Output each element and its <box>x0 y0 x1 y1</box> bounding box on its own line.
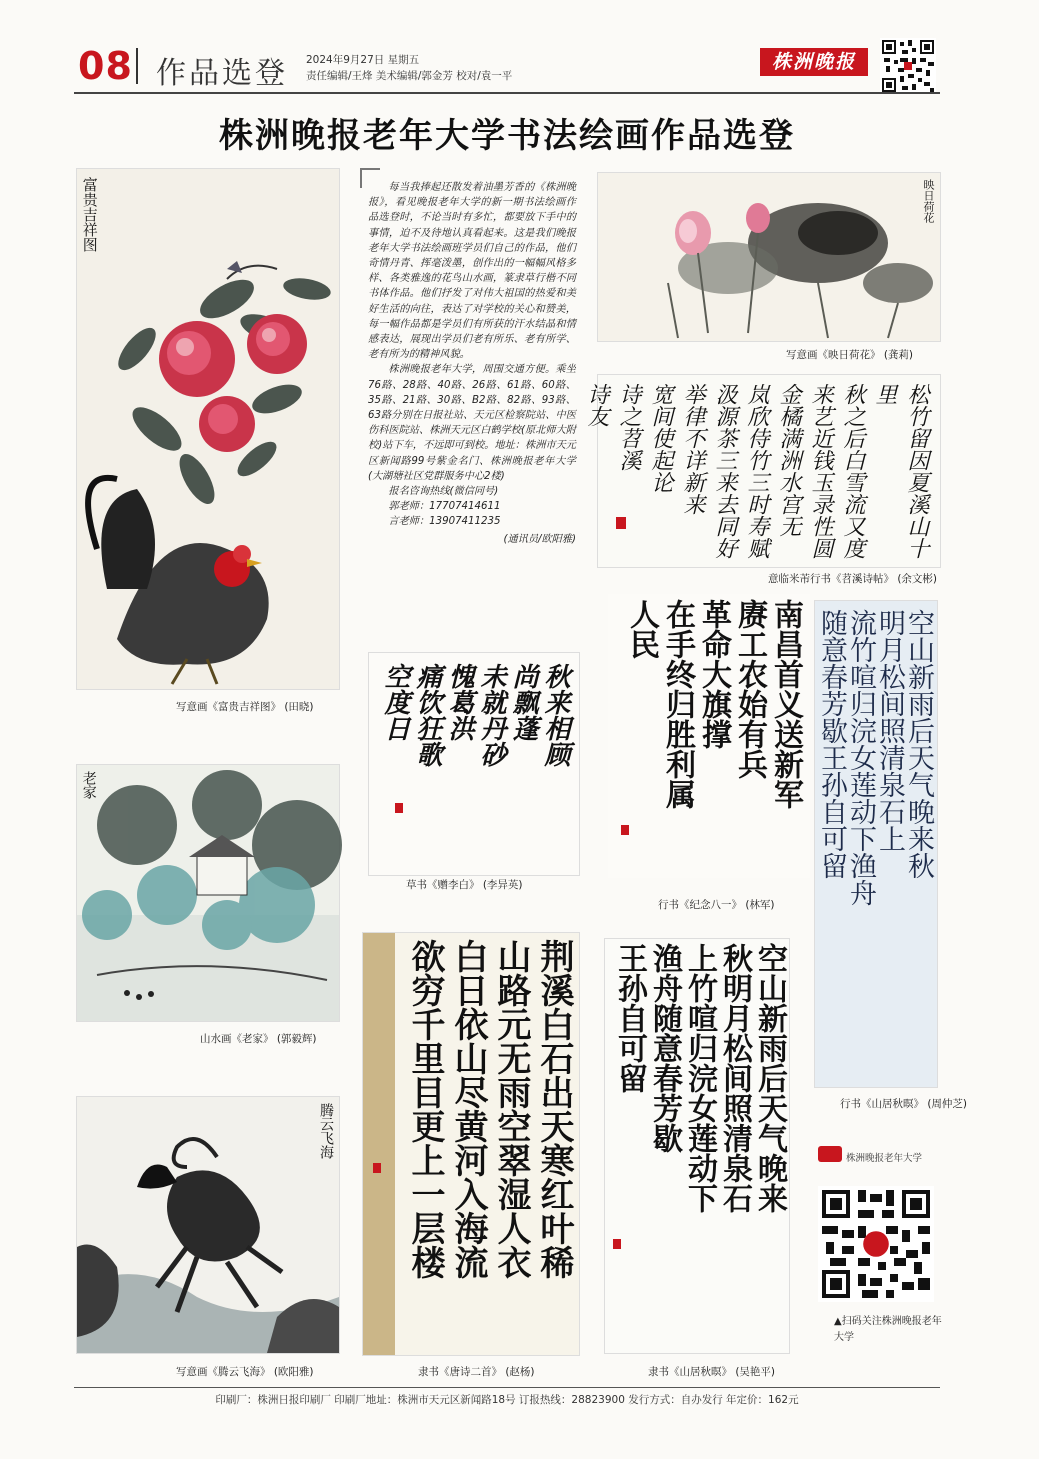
calligraphy-column: 革命大旗撑 <box>696 599 731 749</box>
calligraphy-column: 痛饮狂歌 <box>412 663 442 767</box>
caption-horse: 写意画《腾云飞海》 (欧阳雅) <box>176 1366 314 1378</box>
caption-mifu: 意临米芾行书《苕溪诗帖》 (余文彬) <box>768 573 938 585</box>
calligraphy-column: 赓工农始有兵 <box>732 599 767 779</box>
tangshi-text <box>403 939 575 1349</box>
section-title: 作品选登 <box>156 56 288 91</box>
caption-lotus: 写意画《映日荷花》 (龚莉) <box>786 349 914 361</box>
calligraphy-column: 在手终归胜利属 <box>660 599 695 809</box>
intro-hotline: 报名咨询热线(微信同号) <box>388 486 499 498</box>
bayi-text <box>623 599 803 869</box>
calligraphy-column: 空山新雨后天气晚来 <box>752 943 787 1213</box>
painting-horse <box>76 1096 340 1354</box>
intro-article <box>368 180 576 547</box>
calligraphy-column: 空度日 <box>380 663 410 741</box>
intro-paragraph-1: 每当我捧起还散发着油墨芳香的《株洲晚报》，看见晚报老年大学的新一期书法绘画作品选登时，不论当时有多忙，都要放下手中的事情，迫不及待地认真看起来。这是我们晚报老年大学书法绘画班学员们自己的作品，他们奇情丹青、挥毫泼墨，创作出的一幅幅风格多样、各类雅逸的花鸟山水画，篆隶草行楷不同书体作品。他们抒发了对伟大祖国的热爱和美好生活的向往，表达了对学校的关心和赞美，每一幅作品都是学员们有所获的汗水结晶和情感表达，展现出学员们老有所乐、老有所学、老有所为的精神风貌。 <box>368 182 576 361</box>
shanju1-text <box>817 609 933 1079</box>
caption-peony: 写意画《富贵吉祥图》 (田晓) <box>176 701 314 713</box>
horse-inscription: 腾云飞海 <box>318 1103 334 1159</box>
intro-teacher-1: 郭老师：17707414611 <box>388 501 501 513</box>
header-qr-code <box>880 38 936 94</box>
seal-stamp <box>616 517 626 529</box>
scroll-mount <box>363 933 395 1355</box>
calligraphy-column: 尚飘蓬 <box>508 663 538 741</box>
intro-paragraph-2: 株洲晚报老年大学，周围交通方便。乘坐76路、28路、40路、26路、61路、60路、35路、21路、30路、B2路、82路、93路、63路分别在日报社站、天元区检察院站、中医伤科医院站、株洲天元区白鹤学校(原北师大附校)站下车，不远即可到校。地址：株洲市天元区新闻路99号紫金名门、株洲晚报老年大学(大湖塘社区党群服务中心2楼) <box>368 364 576 482</box>
editors-line: 责任编辑/王烽 美术编辑/郭金芳 校对/袁一平 <box>306 70 513 82</box>
calligraphy-column: 汲源茶三来去同好 <box>712 383 737 559</box>
calligraphy-libai <box>368 652 580 876</box>
painting-peony-rooster <box>76 168 340 690</box>
calligraphy-column: 秋来相顾 <box>540 663 570 767</box>
header-divider <box>136 48 138 84</box>
calligraphy-column: 来艺近钱玉录性圆 <box>808 383 833 559</box>
calligraphy-column: 欲穷千里目更上一层楼 <box>405 939 445 1279</box>
calligraphy-column: 上竹喧归浣女莲动下 <box>682 943 717 1213</box>
peony-inscription: 富贵吉祥图 <box>80 177 99 252</box>
seal-stamp <box>613 1239 621 1249</box>
wechat-logo-icon <box>818 1146 842 1162</box>
intro-teacher-2: 言老师：13907411235 <box>388 516 501 528</box>
calligraphy-column: 随意春芳歇王孙自可留 <box>816 609 847 879</box>
calligraphy-mifu <box>584 374 941 568</box>
newspaper-logo: 株洲晚报 <box>760 48 868 76</box>
footer-rule <box>74 1387 940 1388</box>
calligraphy-column: 山路元无雨空翠湿人衣 <box>491 939 531 1279</box>
wechat-qr-code[interactable] <box>818 1186 934 1302</box>
calligraphy-bayi <box>608 594 810 878</box>
footer-imprint: 印刷厂：株洲日报印刷厂 印刷厂地址：株洲市天元区新闻路18号 订报热线：28823900 发行方式：自办发行 年定价：162元 <box>215 1394 799 1406</box>
calligraphy-column: 人民 <box>624 599 659 659</box>
calligraphy-column: 愧葛洪 <box>444 663 474 741</box>
calligraphy-column: 松竹留因夏溪山十里 <box>872 383 929 559</box>
calligraphy-column: 未就丹砂 <box>476 663 506 767</box>
calligraphy-column: 诗之苕溪 <box>616 383 641 471</box>
calligraphy-column: 王孙自可留 <box>612 943 647 1093</box>
scan-instruction: ▲扫码关注株洲晚报老年大学 <box>834 1316 942 1343</box>
calligraphy-column: 举律不详新来 <box>680 383 705 515</box>
caption-landscape: 山水画《老家》 (郭毅辉) <box>200 1033 317 1045</box>
wechat-account-name: 株洲晚报老年大学 <box>846 1153 923 1164</box>
calligraphy-column: 岚欣侍竹三时寿赋 <box>744 383 769 559</box>
lotus-inscription: 映日荷花 <box>922 179 935 223</box>
libai-text <box>379 663 571 863</box>
calligraphy-column: 秋之后白雪流又度 <box>840 383 865 559</box>
intro-credit: (通讯员/欧阳雅) <box>503 533 576 545</box>
calligraphy-column: 南昌首义送新军 <box>768 599 803 809</box>
calligraphy-column: 宽间使起论 <box>648 383 673 493</box>
seal-stamp <box>395 803 403 813</box>
calligraphy-column: 诗友 <box>584 383 609 427</box>
calligraphy-tangshi <box>362 932 580 1356</box>
page-number: 08 <box>78 44 133 88</box>
calligraphy-column: 流竹喧归浣女莲动下渔舟 <box>845 609 876 906</box>
caption-bayi: 行书《纪念八一》 (林军) <box>658 899 775 911</box>
painting-lotus <box>597 172 941 342</box>
caption-tangshi: 隶书《唐诗二首》 (赵杨) <box>418 1366 535 1378</box>
calligraphy-column: 白日依山尽黄河入海流 <box>448 939 488 1279</box>
seal-stamp <box>373 1163 381 1173</box>
landscape-inscription: 老家 <box>80 771 97 799</box>
calligraphy-column: 秋明月松间照清泉石 <box>717 943 752 1213</box>
mifu-text <box>580 383 932 561</box>
caption-shanju-xingshu: 行书《山居秋暝》 (周仲芝) <box>840 1098 968 1110</box>
caption-shanju-lishu: 隶书《山居秋暝》 (吴艳平) <box>648 1366 776 1378</box>
calligraphy-column: 明月松间照清泉石上 <box>874 609 905 852</box>
calligraphy-column: 渔舟随意春芳歇 <box>647 943 682 1153</box>
shanju2-text <box>612 943 787 1347</box>
seal-stamp <box>621 825 629 835</box>
date-line: 2024年9月27日 星期五 <box>306 54 420 66</box>
painting-landscape <box>76 764 340 1022</box>
caption-libai: 草书《赠李白》 (李异英) <box>406 879 523 891</box>
calligraphy-shanju-xingshu <box>814 600 938 1088</box>
calligraphy-column: 荆溪白石出天寒红叶稀 <box>534 939 574 1279</box>
calligraphy-shanju-lishu <box>604 938 790 1354</box>
calligraphy-column: 空山新雨后天气晚来秋 <box>903 609 934 879</box>
headline: 株洲晚报老年大学书法绘画作品选登 <box>219 116 795 156</box>
calligraphy-column: 金橘满洲水宫无 <box>776 383 801 537</box>
header-rule <box>74 92 940 94</box>
